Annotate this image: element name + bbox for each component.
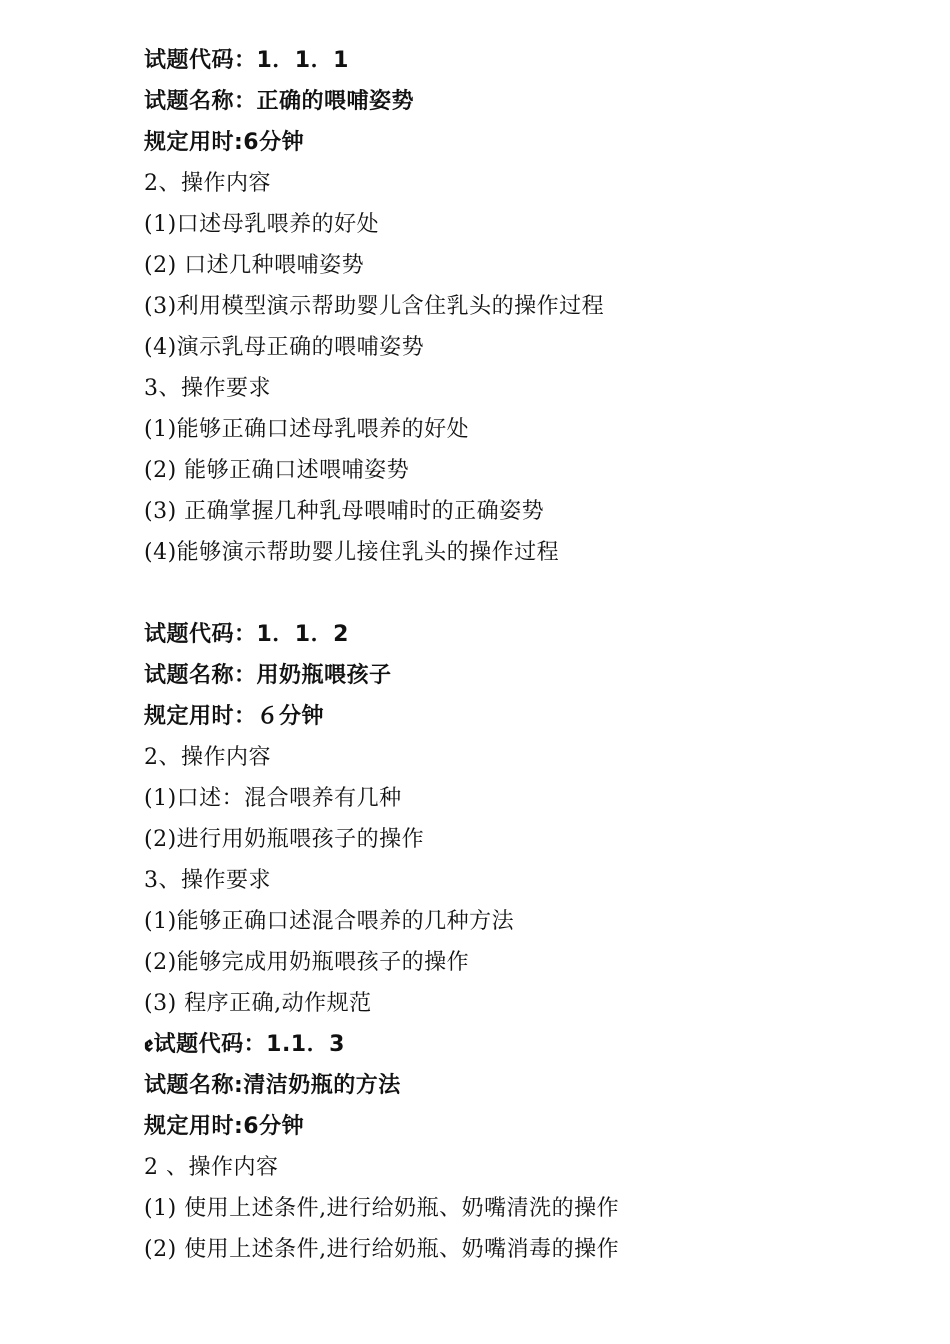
requirement-item: (3) 正确掌握几种乳母喂哺时的正确姿势 <box>144 499 545 524</box>
content-item: (2) 口述几种喂哺姿势 <box>144 253 365 278</box>
requirement-item: (1)能够正确口述母乳喂养的好处 <box>144 417 470 442</box>
question-name: 试题名称：正确的喂哺姿势 <box>144 89 415 114</box>
content-heading: 2 、操作内容 <box>144 1155 279 1180</box>
content-heading: 2、操作内容 <box>144 745 271 770</box>
question-name: 试题名称：用奶瓶喂孩子 <box>144 663 392 688</box>
requirement-item: (4)能够演示帮助婴儿接住乳头的操作过程 <box>144 540 560 565</box>
question-code: ꬲ试题代码：1.1．3 <box>144 1032 345 1057</box>
requirement-item: (2) 能够正确口述喂哺姿势 <box>144 458 410 483</box>
time-limit: 规定用时：６分钟 <box>144 704 325 729</box>
time-limit: 规定用时:6分钟 <box>144 130 305 155</box>
content-item: (1) 使用上述条件,进行给奶瓶、奶嘴清洗的操作 <box>144 1196 620 1221</box>
content-item: (2)进行用奶瓶喂孩子的操作 <box>144 827 425 852</box>
requirement-item: (2)能够完成用奶瓶喂孩子的操作 <box>144 950 470 975</box>
requirement-item: (1)能够正确口述混合喂养的几种方法 <box>144 909 515 934</box>
requirement-item: (3) 程序正确,动作规范 <box>144 991 372 1016</box>
question-code: 试题代码：1．1．2 <box>144 622 349 647</box>
requirements-heading: 3、操作要求 <box>144 376 271 401</box>
content-item: (4)演示乳母正确的喂哺姿势 <box>144 335 425 360</box>
question-code: 试题代码：1．1．1 <box>144 48 349 73</box>
content-item: (3)利用模型演示帮助婴儿含住乳头的操作过程 <box>144 294 605 319</box>
content-item: (1)口述母乳喂养的好处 <box>144 212 380 237</box>
question-name: 试题名称:清洁奶瓶的方法 <box>144 1073 401 1098</box>
content-item: (1)口述：混合喂养有几种 <box>144 786 402 811</box>
requirements-heading: 3、操作要求 <box>144 868 271 893</box>
content-item: (2) 使用上述条件,进行给奶瓶、奶嘴消毒的操作 <box>144 1237 620 1262</box>
content-heading: 2、操作内容 <box>144 171 271 196</box>
time-limit: 规定用时:6分钟 <box>144 1114 305 1139</box>
